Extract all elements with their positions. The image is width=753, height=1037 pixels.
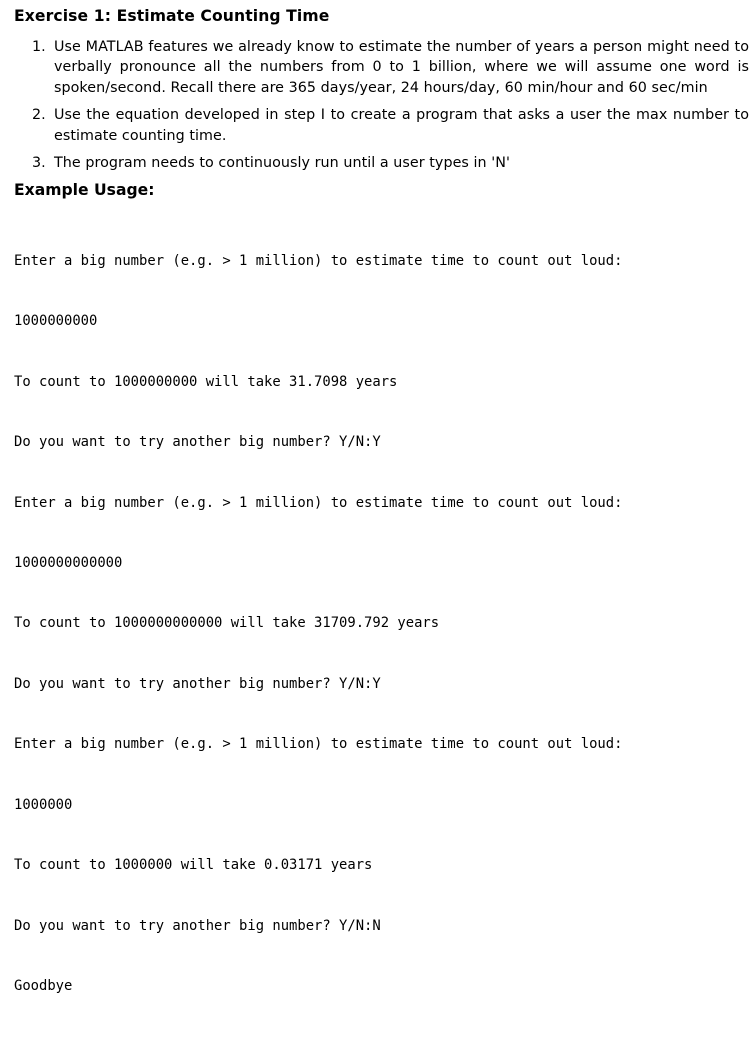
instruction-text: The program needs to continuously run until a user types in 'N' (54, 155, 510, 172)
instruction-item (14, 105, 749, 146)
example-usage-heading: Example Usage: (14, 181, 155, 200)
console-line: Do you want to try another big number? Y/N:N (14, 917, 381, 934)
console-line: 1000000 (14, 796, 73, 813)
instruction-text: Use the equation developed in step I to create a program that asks a user the max number to estimate counting time. (54, 107, 749, 144)
console-line: To count to 1000000 will take 0.03171 years (14, 857, 373, 874)
instruction-item (14, 153, 749, 173)
instruction-number: 1. (32, 39, 46, 55)
instruction-number: 3. (32, 155, 46, 172)
console-line: 1000000000 (14, 313, 98, 330)
console-line: Enter a big number (e.g. > 1 million) to estimate time to count out loud: (14, 736, 623, 753)
console-line: Do you want to try another big number? Y/N:Y (14, 434, 381, 451)
console-line: Do you want to try another big number? Y/N:Y (14, 675, 381, 692)
console-line: To count to 1000000000 will take 31.7098 years (14, 373, 398, 390)
console-line: Enter a big number (e.g. > 1 million) to estimate time to count out loud: (14, 494, 623, 511)
instruction-text: Use MATLAB features we already know to estimate the number of years a person might need to verbally pronounce all the numbers from 0 to 1 billion, where we will assume one word is spoken/second. Recall there are 365 days/year, 24 hours/day, 60 min/hour and 60 sec/min (54, 39, 749, 96)
instruction-item (14, 37, 749, 98)
example-console-output (14, 210, 749, 1036)
exercise-title: Exercise 1: Estimate Counting Time (14, 7, 330, 25)
instruction-number: 2. (32, 107, 46, 124)
console-line: To count to 1000000000000 will take 31709.792 years (14, 615, 440, 632)
document-page (14, 6, 749, 1037)
console-line: Goodbye (14, 978, 73, 995)
console-line: 1000000000000 (14, 555, 123, 572)
instruction-list (14, 37, 749, 173)
console-line: Enter a big number (e.g. > 1 million) to estimate time to count out loud: (14, 252, 623, 269)
